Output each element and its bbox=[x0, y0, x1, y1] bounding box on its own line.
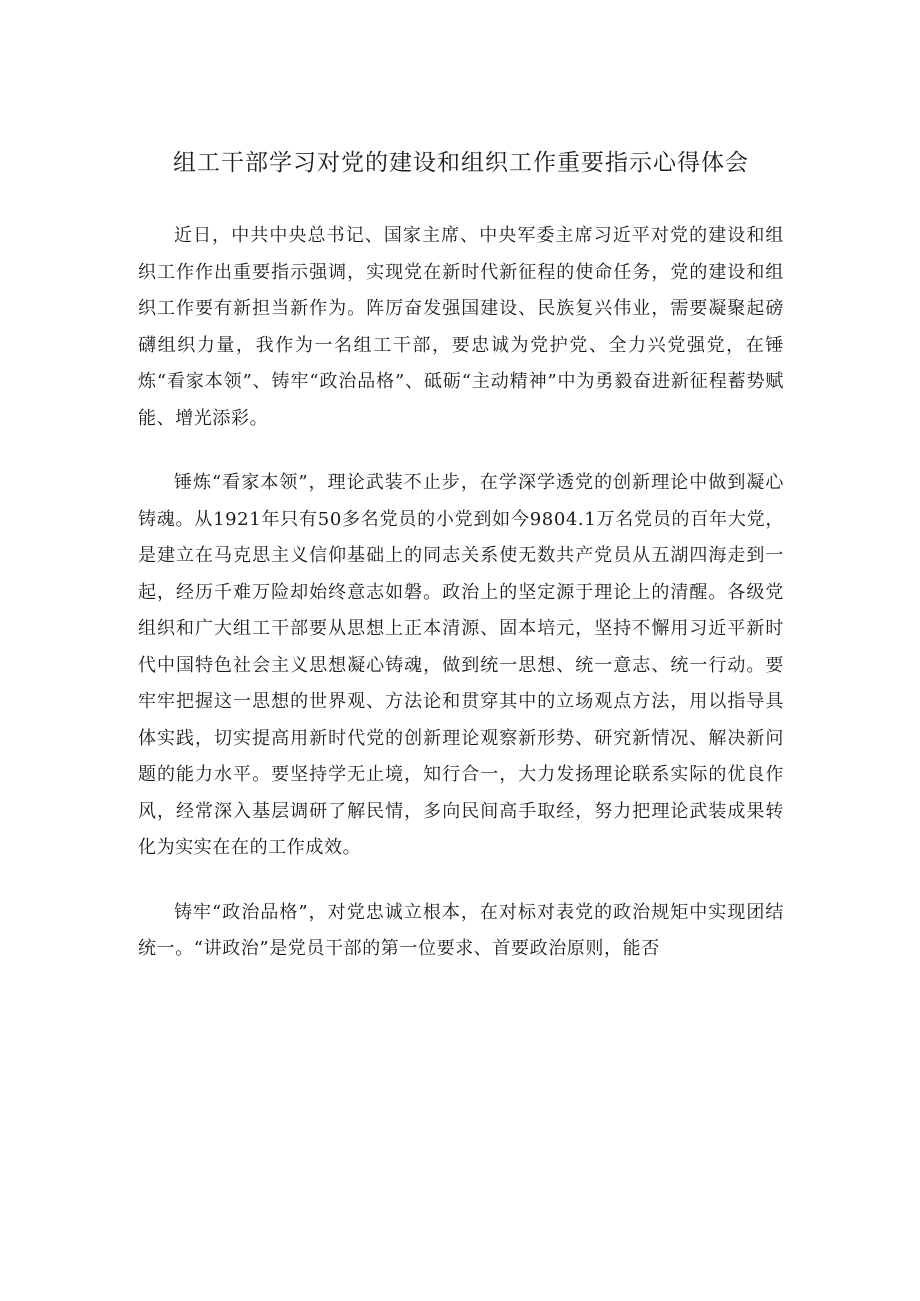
paragraph-intro: 近日，中共中央总书记、国家主席、中央军委主席习近平对党的建设和组织工作作出重要指示强调，实现党在新时代新征程的使命任务，党的建设和组织工作要有新担当新作为。阵厉奋发强国建设、民族复兴伟业，需要凝聚起磅礴组织力量，我作为一名组工干部，要忠诚为党护党、全力兴党强党，在锤炼“看家本领”、铸牢“政治品格”、砥砺“主动精神”中为勇毅奋进新征程蓄势赋能、增光添彩。 bbox=[138, 225, 784, 429]
paragraph-theory: 锤炼“看家本领”，理论武装不止步，在学深学透党的创新理论中做到凝心铸魂。从1921年只有50多名党员的小党到如今9804.1万名党员的百年大党，是建立在马克思主义信仰基础上的同志关系使无数共产党员从五湖四海走到一起，经历千难万险却始终意志如磐。政治上的坚定源于理论上的清醒。各级党组织和广大组工干部要从思想上正本清源、固本培元，坚持不懈用习近平新时代中国特色社会主义思想凝心铸魂，做到统一思想、统一意志、统一行动。要牢牢把握这一思想的世界观、方法论和贯穿其中的立场观点方法，用以指导具体实践，切实提高用新时代党的创新理论观察新形势、研究新情况、解决新问题的能力水平。要坚持学无止境，知行合一，大力发扬理论联系实际的优良作风，经常深入基层调研了解民情，多向民间高手取经，努力把理论武装成果转化为实实在在的工作成效。 bbox=[138, 472, 784, 858]
paragraph-politics: 铸牢“政治品格”，对党忠诚立根本，在对标对表党的政治规矩中实现团结统一。“讲政治”是党员干部的第一位要求、首要政治原则，能否 bbox=[138, 901, 784, 959]
document-title: 组工干部学习对党的建设和组织工作重要指示心得体会 bbox=[173, 150, 749, 176]
